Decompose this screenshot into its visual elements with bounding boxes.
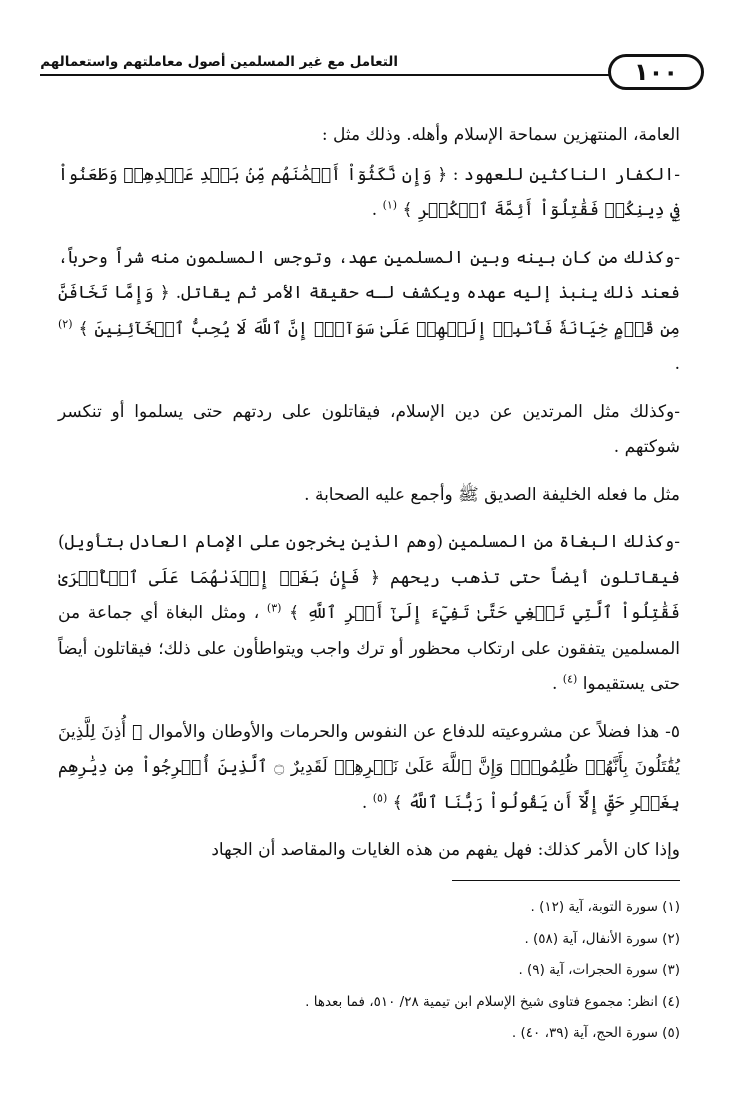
- page-header: [40, 52, 680, 92]
- paragraph-8: وإذا كان الأمر كذلك: فهل يفهم من هذه الغايات والمقاصد أن الجهاد: [211, 840, 680, 860]
- footnote-5: (٥) سورة الحج، آية (٣٩، ٤٠) .: [511, 1025, 680, 1041]
- footnote-3: (٣) سورة الحجرات، آية (٩) .: [518, 962, 680, 978]
- paragraph-6-text: -وكذلك البغاة من المسلمين (وهم الذين يخرجون على الإمام العادل بتأويل) فيقاتلون أيضاً حتى تذهب ريحهم: [58, 532, 681, 588]
- footnote-ref: (٤): [562, 672, 578, 686]
- main-text: [58, 118, 680, 881]
- paragraph-7-end: .: [361, 792, 368, 813]
- paragraph-1: العامة، المنتهزين سماحة الإسلام وأهله. وذلك مثل :: [321, 125, 680, 145]
- footnote-1: (١) سورة التوبة، آية (١٢) .: [530, 899, 680, 915]
- footnote-ref: (٢): [58, 316, 73, 330]
- header-rule: [40, 74, 612, 76]
- paragraph-6-end-2: .: [551, 674, 558, 694]
- paragraph-6-end: ، ومثل البغاة أي جماعة من المسلمين يتفقون على ارتكاب محظور أو ترك واجب ويتواطأون على ذلك؛ فيقاتلون أيضاً حتى يستقيموا: [58, 603, 680, 694]
- footnote-separator: [452, 880, 680, 881]
- paragraph-5: مثل ما فعله الخليفة الصديق ﷺ وأجمع عليه الصحابة .: [304, 484, 680, 505]
- footnote-ref: (١): [382, 198, 398, 212]
- page-number: ١٠٠: [608, 54, 704, 90]
- quran-verse: ﴿ أُذِنَ لِلَّذِينَ يُقَٰتَلُونَ بِأَنَّهُمۡ ظُلِمُواْۚ وَإِنَّ ٱللَّهَ عَلَىٰ نَصۡرِهِمۡ لَقَدِيرٌ ۝ ٱلَّذِينَ أُخۡرِجُواْ مِن دِيَٰرِهِم بِغَيۡرِ حَقٍّ إِلَّآ أَن يَقُولُواْ رَبُّنَا ٱللَّهُ ﴾: [58, 721, 680, 813]
- footnote-ref: (٥): [372, 790, 388, 804]
- paragraph-6: [58, 525, 680, 703]
- paragraph-3: [58, 241, 680, 383]
- paragraph-7: [58, 715, 680, 822]
- footnote-4: (٤) انظر: مجموع فتاوى شيخ الإسلام ابن تيمية ٢٨/ ٥١٠، فما بعدها .: [305, 993, 680, 1010]
- footnote-2: (٢) سورة الأنفال، آية (٥٨) .: [524, 930, 680, 947]
- quran-verse: ﴿ وَإِن نَّكَثُوٓاْ أَيۡمَٰنَهُم مِّنۢ بَعۡدِ عَهۡدِهِمۡ وَطَعَنُواْ فِي دِينِكُمۡ فَقَٰتِلُوٓاْ أَئِمَّةَ ٱلۡكُفۡرِ ﴾: [58, 164, 680, 220]
- quran-verse: ﴿ فَإِنۢ بَغَتۡ إِحۡدَىٰهُمَا عَلَى ٱلۡأُخۡرَىٰ فَقَٰتِلُواْ ٱلَّتِي تَبۡغِي حَتَّىٰ تَفِيٓءَ إِلَىٰٓ أَمۡرِ ٱللَّهِ ﴾: [58, 567, 681, 623]
- footnote-ref: (٣): [266, 601, 282, 615]
- paragraph-2-text: -الكفار الناكثين للعهود :: [452, 164, 681, 185]
- paragraph-7-text: ٥- هذا فضلاً عن مشروعيته للدفاع عن النفوس والحرمات والأوطان والأموال: [148, 721, 680, 742]
- paragraph-2-end: .: [371, 200, 378, 220]
- paragraph-4: -وكذلك مثل المرتدين عن دين الإسلام، فيقاتلون على ردتهم حتى يسلموا أو تنكسر شوكتهم .: [58, 401, 680, 457]
- paragraph-3-end: .: [674, 354, 680, 374]
- paragraph-3-text: -وكذلك من كان بينه وبين المسلمين عهد، وتوجس المسلمون منه شراً وحرباً، فعند ذلك ينبذ إليه عهده ويكشف لـه حقيقة الأمر ثم يقاتل.: [58, 247, 680, 303]
- running-title: التعامل مع غير المسلمين أصول معاملتهم واستعمالهم: [40, 54, 398, 70]
- quran-verse: ﴿ وَإِمَّا تَخَافَنَّ مِن قَوۡمٍ خِيَانَةٗ فَٱنۢبِذۡ إِلَيۡهِمۡ عَلَىٰ سَوَآءٍۚ إِنَّ ٱللَّهَ لَا يُحِبُّ ٱلۡخَآئِنِينَ ﴾: [58, 283, 681, 339]
- footnotes: [60, 892, 680, 1050]
- paragraph-2: [58, 158, 680, 229]
